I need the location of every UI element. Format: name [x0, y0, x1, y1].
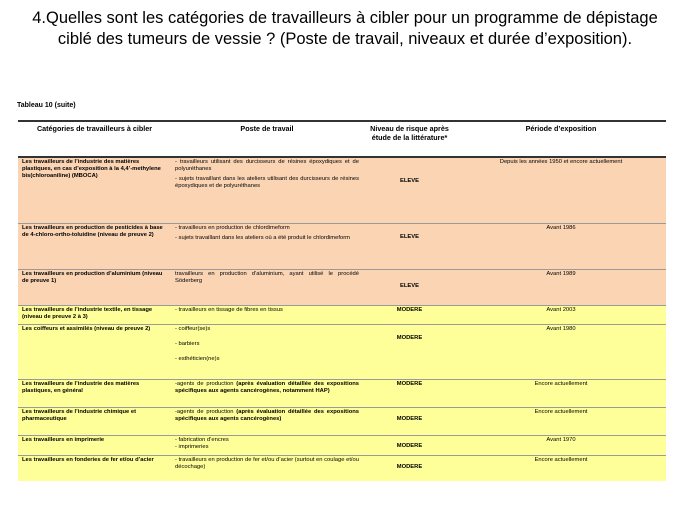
post-item: travailleurs en production d’aluminium, ayant utilisé le procédé Söderberg [175, 270, 359, 284]
row-category: Les travailleurs en production d’aluminium (niveau de preuve 1) [18, 269, 171, 305]
row-category: Les travailleurs de l’industrie des matières plastiques, en cas d’exposition à la 4,4’-methylene bis(chloroaniline) (MBOCA) [18, 157, 171, 223]
post-item: - fabrication d’encres [175, 436, 229, 443]
header-category: Catégories de travailleurs à cibler [18, 121, 171, 157]
post-note: (après évaluation détaillée des expositions spécifiques aux agents cancérogènes, notamment HAP) [175, 380, 360, 394]
post-note: (après évaluation détaillée des expositions spécifiques aux agents cancérogènes) [175, 408, 360, 422]
row-level [363, 324, 456, 379]
header-period: Période d’exposition [456, 121, 666, 157]
row-period: Avant 2003 [456, 305, 666, 324]
post-item: - travailleurs en production de fer et/ou d’acier (surtout en coulage et/ou décochage) [175, 456, 359, 470]
row-level [363, 455, 456, 481]
row-level [363, 435, 456, 455]
table-caption: Tableau 10 (suite) [17, 102, 76, 109]
row-period: Depuis les années 1950 et encore actuellement [456, 157, 666, 223]
row-period: Avant 1980 [456, 324, 666, 379]
table-row [18, 157, 666, 223]
row-category: Les travailleurs en imprimerie [18, 435, 171, 455]
post-item: - travailleurs utilisant des durcisseurs de résines époxydiques et de polyuréthanes [175, 159, 359, 172]
post-item: - esthéticien(ne)s [175, 355, 220, 362]
row-level [363, 305, 456, 324]
post-item: - imprimeries [175, 443, 209, 450]
post-item: -agents de production [175, 380, 237, 387]
row-category: Les coiffeurs et assimilés (niveau de preuve 2) [18, 324, 171, 379]
table-row [18, 379, 666, 407]
row-period: Encore actuellement [456, 407, 666, 435]
row-post [171, 435, 363, 455]
risk-level-badge: MODERE [396, 415, 423, 422]
risk-level-badge: ELEVE [399, 178, 419, 184]
row-level [363, 379, 456, 407]
row-level [363, 223, 456, 269]
row-category: Les travailleurs en fonderies de fer et/ou d’acier [18, 455, 171, 481]
row-post [171, 407, 363, 435]
risk-level-badge: MODERE [396, 463, 423, 470]
row-category: Les travailleurs de l’industrie textile, en tissage (niveau de preuve 2 à 3) [18, 305, 171, 324]
post-item: - sujets travaillant dans les ateliers où a été produit le chlordimeform [175, 234, 350, 241]
table-row [18, 305, 666, 324]
row-period: Avant 1970 [456, 435, 666, 455]
row-post [171, 324, 363, 379]
post-item: - sujets travaillant dans les ateliers utilisant des durcisseurs de résines époxydiques et de polyuréthanes [175, 176, 359, 189]
row-post [171, 157, 363, 223]
row-post [171, 269, 363, 305]
table-row [18, 324, 666, 379]
row-level [363, 269, 456, 305]
row-category: Les travailleurs de l’industrie chimique et pharmaceutique [18, 407, 171, 435]
row-period: Encore actuellement [456, 379, 666, 407]
row-post [171, 305, 363, 324]
row-post [171, 223, 363, 269]
risk-table [18, 120, 666, 481]
post-item: - travailleurs en tissage de fibres en tissus [175, 306, 283, 313]
header-level: Niveau de risque après étude de la littérature* [363, 121, 456, 157]
table-row [18, 223, 666, 269]
row-period: Avant 1989 [456, 269, 666, 305]
row-period: Avant 1986 [456, 223, 666, 269]
row-category: Les travailleurs en production de pesticides à base de 4-chloro-ortho-toluidine (niveau de preuve 2) [18, 223, 171, 269]
row-period: Encore actuellement [456, 455, 666, 481]
table-row [18, 455, 666, 481]
header-post: Poste de travail [171, 121, 363, 157]
table-row [18, 269, 666, 305]
risk-level-badge: MODERE [396, 380, 423, 387]
post-item: - barbiers [175, 340, 200, 347]
row-post [171, 455, 363, 481]
row-category: Les travailleurs de l’industrie des matières plastiques, en général [18, 379, 171, 407]
row-level [363, 157, 456, 223]
risk-level-badge: ELEVE [399, 233, 419, 240]
table-row [18, 407, 666, 435]
risk-level-badge: MODERE [396, 334, 423, 341]
row-level [363, 407, 456, 435]
post-item: -agents de production [175, 408, 237, 415]
table-header-row [18, 121, 666, 157]
slide-title: 4.Quelles sont les catégories de travailleurs à cibler pour un programme de dépistage ciblé des tumeurs de vessie ? (Poste de travail, niveaux et durée d’exposition). [32, 9, 658, 48]
table-row [18, 435, 666, 455]
risk-level-badge: MODERE [396, 442, 423, 449]
risk-level-badge: MODERE [396, 306, 423, 313]
row-post [171, 379, 363, 407]
post-item: - coiffeur(se)s [175, 325, 211, 332]
risk-level-badge: ELEVE [399, 282, 419, 289]
post-item: - travailleurs en production de chlordimeform [175, 224, 290, 231]
